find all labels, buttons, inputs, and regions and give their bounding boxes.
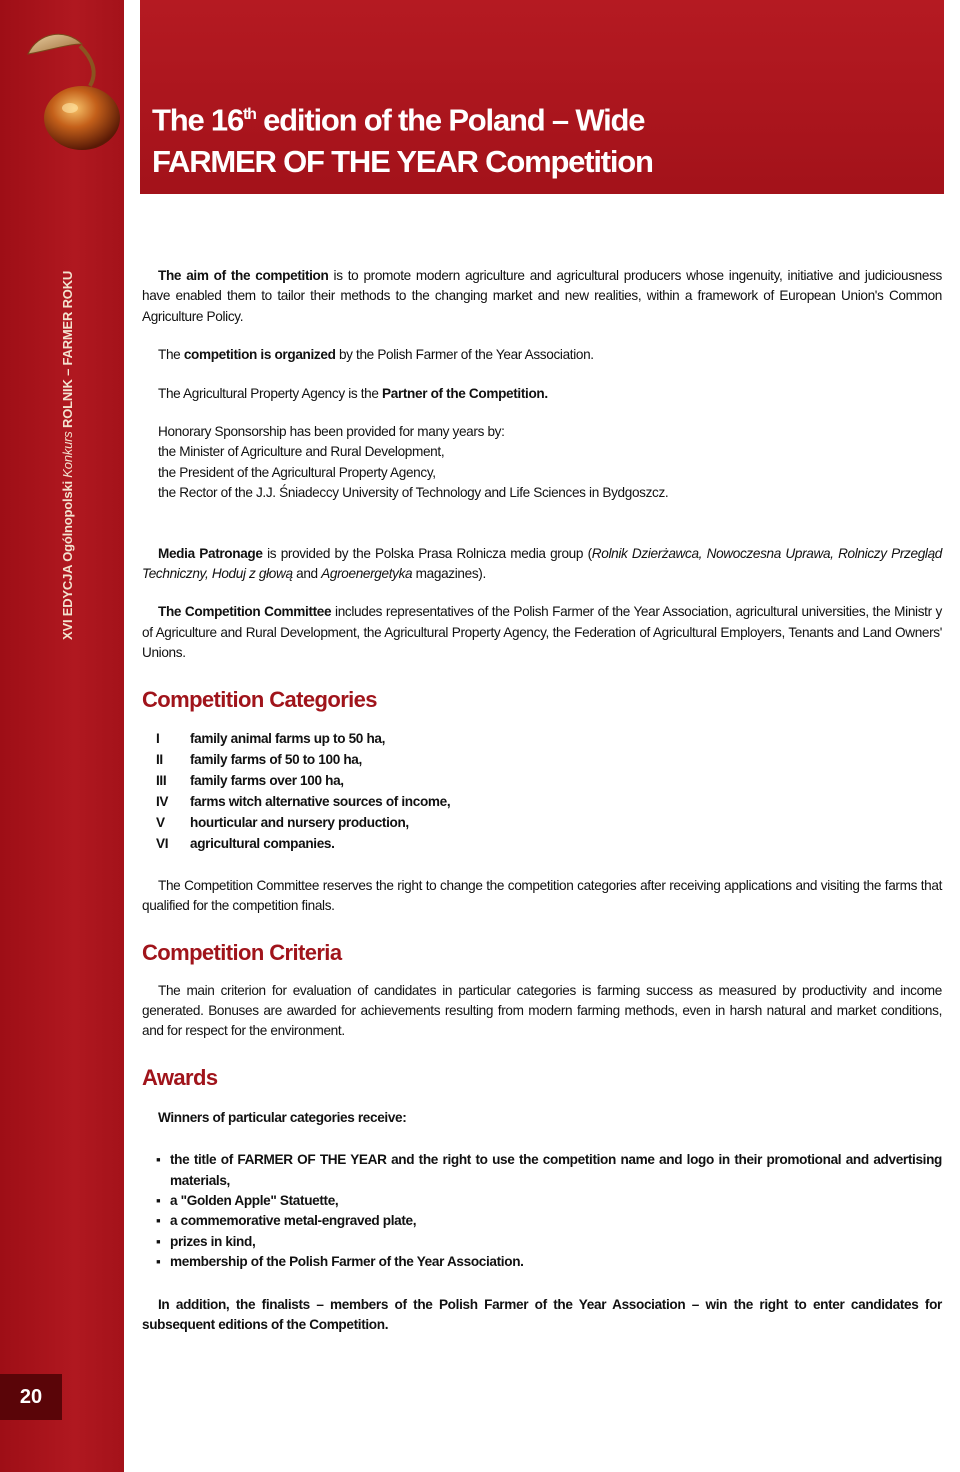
list-item: II family farms of 50 to 100 ha, (156, 751, 362, 767)
list-item: IV farms witch alternative sources of income, (156, 793, 451, 809)
sidebar (0, 0, 124, 1472)
header-banner (140, 0, 944, 194)
intro-organizer-paragraph: The competition is organized by the Polish Farmer of the Year Association. (158, 347, 594, 363)
page-number: 20 (0, 1374, 62, 1420)
awards-heading: Awards (142, 1064, 218, 1090)
awards-closing: In addition, the finalists – members of the Polish Farmer of the Year Association – win the right to enter candidates for subsequent editions of the Competition. (142, 1296, 942, 1332)
awards-intro: Winners of particular categories receive: (158, 1109, 407, 1125)
intro-media-paragraph: Media Patronage is provided by the Polska Prasa Rolnicza media group (Rolnik Dzierżawca, Nowoczesna Uprawa, Rolniczy Przegląd Techniczny, Hoduj z głową and Agroenergetyka magazines). (142, 545, 942, 582)
criteria-heading: Competition Criteria (142, 939, 342, 965)
list-item: VI agricultural companies. (156, 835, 335, 851)
awards-list (142, 1150, 942, 1272)
list-item: ▪ a "Golden Apple" Statuette, (156, 1192, 339, 1208)
intro-committee-paragraph: The Competition Committee includes representatives of the Polish Farmer of the Year Association, agricultural universities, the Ministr y of Agriculture and Rural Development, the Agricultural Property Agency, the Federation of Agricultural Employers, Tenants and Land Owners' Unions. (142, 604, 942, 661)
categories-heading: Competition Categories (142, 686, 377, 712)
list-item: ▪ the title of FARMER OF THE YEAR and the right to use the competition name and logo in their promotional and advertising materials, (156, 1152, 942, 1188)
list-item: III family farms over 100 ha, (156, 772, 344, 788)
criteria-text: The main criterion for evaluation of candidates in particular categories is farming success as measured by productivity and income generated. Bonuses are awarded for achievements resulting from modern farming methods, even in harsh natural and market conditions, and for respect for the environment. (142, 982, 942, 1039)
golden-apple-icon (20, 14, 130, 154)
sidebar-vertical-title: XVI EDYCJA Ogólnopolski Konkurs ROLNIK – FARMER ROKU (60, 270, 75, 640)
list-item: ▪ membership of the Polish Farmer of the Year Association. (156, 1254, 524, 1270)
intro-aim-paragraph: The aim of the competition is to promote modern agriculture and agricultural producers whose ingenuity, initiative and judiciousness have enabled them to tailor their methods to the changing market and new realities, within a framework of European Union's Common Agriculture Policy. (142, 268, 942, 324)
list-item: V hourticular and nursery production, (156, 814, 409, 830)
categories-list (142, 728, 942, 854)
page-title: The 16th edition of the Poland – Wide FARMER OF THE YEAR Competition (152, 102, 653, 180)
categories-note: The Competition Committee reserves the right to change the competition categories after receiving applications and visiting the farms that qualified for the competition finals. (142, 877, 942, 914)
intro-partner-paragraph: The Agricultural Property Agency is the Partner of the Competition. (158, 385, 548, 401)
list-item: ▪ prizes in kind, (156, 1233, 256, 1249)
list-item: I family animal farms up to 50 ha, (156, 730, 386, 746)
list-item: ▪ a commemorative metal-engraved plate, (156, 1213, 417, 1229)
intro-sponsorship-paragraph: Honorary Sponsorship has been provided for many years by: the Minister of Agriculture and Rural Development, the President of the Agricultural Property Agency, the Rector of the J.J. Śniadeccy University of Technology and Life Sciences in Bydgoszcz. (158, 424, 669, 501)
main-content (142, 266, 942, 1335)
